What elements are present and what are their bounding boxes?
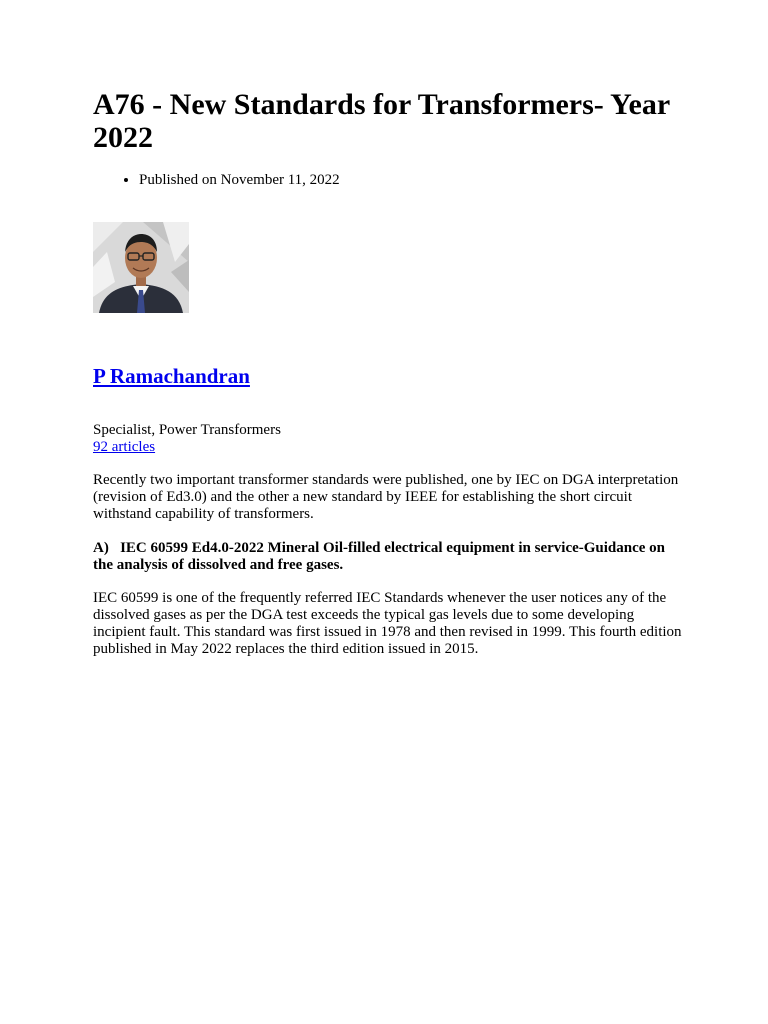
article-meta-list <box>93 171 340 189</box>
section-a-label: A) <box>93 540 109 556</box>
author-name-link[interactable]: P Ramachandran <box>93 364 250 388</box>
section-a-heading <box>93 540 683 574</box>
section-a-paragraph: IEC 60599 is one of the frequently referred IEC Standards whenever the user notices any of the dissolved gases as per the DGA test exceeds the typical gas levels due to some developing incipient fault. This standard was first issued in 1978 and then revised in 1999. This fourth edition published in May 2022 replaces the third edition issued in 2015. <box>93 590 682 657</box>
author-avatar[interactable] <box>93 222 189 313</box>
author-name-heading <box>93 364 250 388</box>
published-date: • Published on November 11, 2022 <box>139 171 340 189</box>
author-articles-link[interactable]: 92 articles <box>93 439 156 455</box>
section-a-title: IEC 60599 Ed4.0-2022 Mineral Oil-filled electrical equipment in service-Guidance on the analysis of dissolved and free gases. <box>93 540 666 573</box>
article-title: A76 - New Standards for Transformers- Year 2022 <box>93 88 670 154</box>
author-photo <box>93 222 189 313</box>
author-role: Specialist, Power Transformers <box>93 422 281 438</box>
intro-paragraph: Recently two important transformer standards were published, one by IEC on DGA interpretation (revision of Ed3.0) and the other a new standard by IEEE for establishing the short circuit withstand capability of transformers. <box>93 472 679 522</box>
